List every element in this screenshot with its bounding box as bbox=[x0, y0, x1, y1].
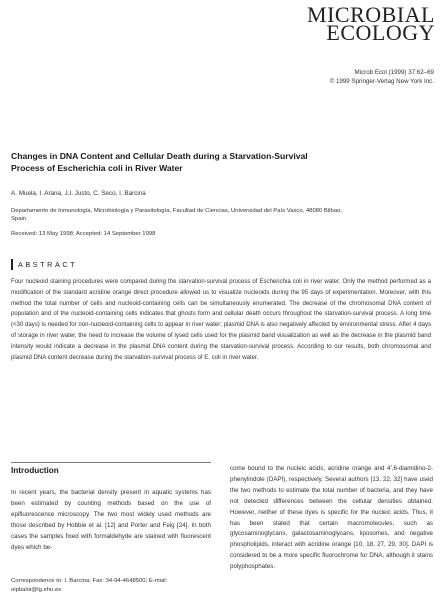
article-title: Changes in DNA Content and Cellular Death during a Starvation-Survival Process of Escherichia coli in River Water bbox=[11, 151, 308, 173]
journal-citation bbox=[330, 68, 434, 86]
abstract-heading bbox=[11, 259, 77, 270]
introduction-right-column: come bound to the nucleic acids, acridine orange and 4′,6-diamidino-2-phenylindole (DAPI), respectively. Several authors [13, 22, 32] have used the two methods to estimate the total number of bacteria, and they have not detected differences between the cellular densities obtained. However, neither of these dyes is specific for the nucleic acids. Thus, it has been stated that certain macromolecules, such as glycosaminoglycans, galactosaminoglycans, liposomes, and negative phospholipids, interact with acridine orange [10, 18, 27, 29, 30]. DAPI is considered to be a more specific fluorochrome for DNA, although it stains polyphosphates. bbox=[230, 465, 433, 571]
abstract-text: Four nucleoid staining procedures were compared during the starvation-survival process of Escherichia coli in river water. Only the method performed as a modification of the standard acridine orange direct procedure allowed us to visualize nucleoids during the 95 days of experimentation. Moreover, with this method the total number of cells and nucleoid-containing cells can be simultaneously enumerated. The decrease of the chromosomal DNA content of population and of the nucleoid-containing cells indicates that ghosts form and cellular death occurs throughout the starvation-survival process. A long time (<30 days) is needed for non-nucleoid-containing cells to appear in river water; plasmid DNA is also negatively affected by environmental stress. After 4 days of storage in river water, the need to increase the volume of lysed cells used for the plasmid band visualization as well as the decrease in the plasmid band intensity would indicate a decrease in the plasmid DNA content during the starvation-survival process. According to our results, both chromosomal and plasmid DNA content decrease during the starvation-survival process of E. coli in river water. bbox=[11, 279, 431, 361]
article-authors: A. Muela, I. Arana, J.I. Justo, C. Seco, I. Barcina bbox=[11, 190, 146, 197]
article-received-date: Received: 13 May 1998; Accepted: 14 September 1998 bbox=[11, 231, 156, 237]
introduction-left-column: In recent years, the bacterial density present in aquatic systems has been estimated by counting methods based on the use of epifluorescence microscopy. The two most widely used methods are those described by Hobbie et al. [12] and Porter and Feig [24]. In both cases the samples fixed with formaldehyde are stained with fluorescent dyes which be- bbox=[11, 489, 211, 551]
journal-logo-line1: MICROBIAL bbox=[307, 2, 435, 27]
journal-logo bbox=[285, 2, 435, 45]
correspondence-footnote: Correspondence to: I. Barcina; Fax: 34-94-4648500; E-mail: oipbaloi@lg.ehu.es bbox=[11, 578, 168, 593]
article-affiliation: Departamento de Inmunología, Microbiología y Parasitología, Facultad de Ciencias, Universidad del País Vasco, 48080 Bilbao, Spain bbox=[11, 208, 342, 222]
journal-logo-line2: ECOLOGY bbox=[326, 20, 435, 45]
abstract-label: ABSTRACT bbox=[18, 260, 78, 269]
abstract-bar-divider bbox=[11, 259, 13, 270]
citation-line2: © 1999 Springer-Verlag New York Inc. bbox=[329, 78, 434, 85]
introduction-heading: Introduction bbox=[11, 462, 211, 475]
citation-line1: Microb Ecol (1999) 37:62–69 bbox=[354, 69, 434, 76]
